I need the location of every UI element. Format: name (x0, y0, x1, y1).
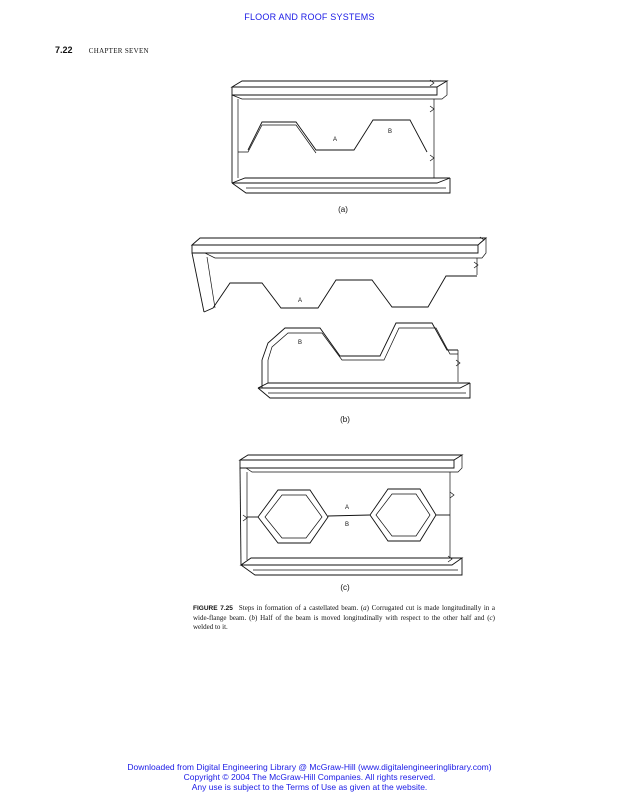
sublabel-b: (b) (340, 415, 350, 424)
top-flange-a (232, 81, 447, 87)
bottom-flange-a (232, 178, 450, 183)
bottom-flange-b (258, 383, 470, 388)
footer-copyright: Copyright © 2004 The McGraw-Hill Companies. All rights reserved. (183, 772, 436, 782)
caption-ref-c: c (489, 613, 493, 622)
label-a-part-c: A (345, 505, 350, 511)
top-flange-b (192, 238, 486, 245)
hex-opening-right-inner (376, 494, 430, 536)
label-b-part-b: B (298, 340, 303, 346)
top-flange-underside-a (232, 81, 447, 99)
page-identifier (55, 45, 149, 55)
top-flange-edge-a (232, 87, 437, 95)
label-a-part-b: A (298, 298, 303, 304)
top-flange-edge-c (240, 460, 454, 468)
top-flange-underside-b (205, 238, 486, 258)
caption-ref-a: a (363, 604, 367, 612)
top-flange-edge-b (192, 245, 478, 253)
page-number: 7.22 (55, 45, 73, 55)
caption-ref-b: b (251, 613, 255, 622)
figure-part-b-drawing (0, 230, 619, 420)
lower-half-cut-inner-b (268, 328, 458, 360)
web-left-upper-b (192, 253, 204, 312)
footer-notice (0, 762, 619, 792)
hex-opening-left (258, 490, 328, 543)
footer-download-link[interactable]: Downloaded from Digital Engineering Library @ McGraw-Hill (www.digitalengineeringlibrary.com) (127, 762, 492, 772)
figure-part-c-drawing (0, 448, 619, 593)
cut-marks-b (456, 237, 484, 366)
sublabel-a: (a) (338, 205, 348, 214)
chapter-title: CHAPTER SEVEN (88, 47, 149, 55)
caption-text-1: Steps in formation of a castellated beam. ( (238, 604, 364, 612)
sublabel-c: (c) (340, 583, 350, 592)
running-head: FLOOR AND ROOF SYSTEMS (244, 12, 375, 22)
bottom-flange-edge-a (232, 178, 450, 193)
label-b-part-c: B (345, 522, 350, 528)
upper-half-cut-b (204, 276, 477, 312)
hex-opening-right (370, 489, 436, 541)
caption-text-3: ) Half of the beam is moved longitudinally with respect to the other half and ( (254, 613, 490, 622)
web-left-upper-inner-b (207, 257, 215, 308)
footer-terms: Any use is subject to the Terms of Use as given at the website. (191, 782, 428, 792)
bottom-flange-c (241, 558, 462, 565)
figure-caption (193, 604, 495, 633)
label-a-part-a: A (333, 137, 338, 143)
bottom-flange-edge-b (258, 383, 470, 398)
cut-marks-a (430, 80, 434, 161)
caption-text-4: ) welded to it. (193, 613, 495, 631)
top-flange-c (240, 455, 462, 460)
bottom-flange-edge-c (241, 558, 462, 575)
web-left-c (240, 468, 241, 565)
figure-number: FIGURE 7.25 (193, 605, 233, 612)
caption-text-2: ) Corrugated cut is made longitudinally in a wide-flange beam. ( (193, 604, 496, 622)
hex-opening-left-inner (265, 495, 322, 538)
label-b-part-a: B (388, 129, 393, 135)
corrugated-cut-shadow-a (238, 125, 316, 153)
lower-half-cut-b (262, 323, 458, 360)
weld-line-middle (328, 515, 370, 516)
top-flange-underside-c (246, 455, 462, 472)
